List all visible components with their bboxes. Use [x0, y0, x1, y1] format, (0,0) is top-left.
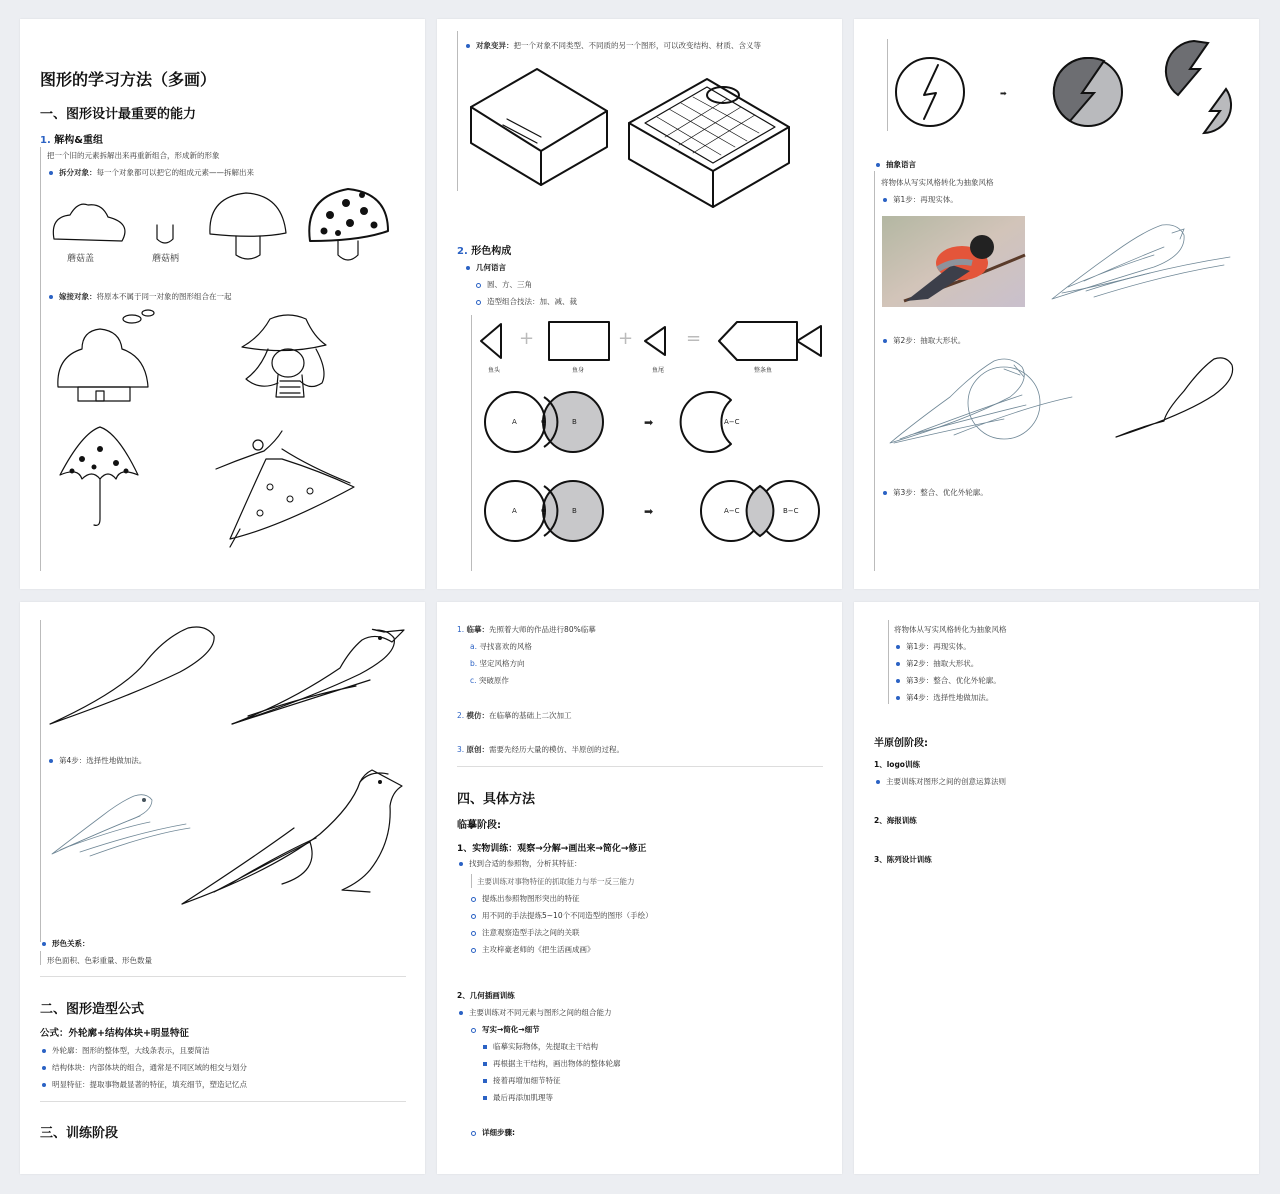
venn-label-c: C [541, 418, 546, 426]
arrow-right-icon: ➡ [644, 505, 654, 518]
stage-heading: 半原创阶段: [874, 738, 928, 749]
venn-label-b: B [572, 507, 577, 515]
method-1-bullet [459, 858, 582, 869]
bullet-text: 第4步：选择性地做加法。 [59, 756, 147, 765]
step-2 [896, 658, 978, 669]
bullet-text: 用不同的手法提炼5~10个不同造型的图形（手绘） [482, 911, 653, 920]
fish-label: 整条鱼 [754, 367, 773, 374]
page-title: 图形的学习方法（多画） [40, 70, 217, 89]
item-text: 需要先经历大量的模仿、半原创的过程。 [489, 745, 625, 754]
bullet-text: 结构体块：内部体块的组合，通常是不同区域的相交与划分 [52, 1063, 247, 1072]
bullet-icon [471, 948, 476, 953]
step-3 [896, 675, 1001, 686]
fish-label: 鱼尾 [652, 367, 665, 374]
bullet-icon [471, 897, 476, 902]
method-1-heading: 1、实物训练：观察→分解→画出来→简化→修正 [457, 844, 647, 854]
formula-item-3 [42, 1079, 247, 1090]
sub-item-b [470, 658, 525, 669]
method-1-point-4 [471, 944, 595, 955]
plus-sign: + [618, 328, 634, 349]
quote-bar [40, 951, 41, 965]
method-2-step-1 [483, 1041, 598, 1052]
bullet-text: 第3步：整合、优化外轮廓。 [906, 676, 1001, 685]
list-letter: c. [470, 676, 477, 685]
quote-bar [471, 874, 472, 888]
venn-label-a: A [512, 418, 517, 426]
bullet-icon [42, 942, 46, 946]
method-2-step-3 [483, 1075, 561, 1086]
bullet-text: 把一个对象不同类型、不同质的另一个图形，可以改变结构、材质、含义等 [513, 41, 761, 50]
method-1-point-1 [471, 893, 580, 904]
stage-item-3 [457, 744, 624, 755]
caption-cap: 蘑菇盖 [67, 254, 95, 264]
method-2-detail [471, 1127, 515, 1138]
bullet-icon [471, 1028, 476, 1033]
item-label: 模仿： [466, 711, 490, 720]
bullet-text: 几何语言 [476, 263, 506, 272]
bullet-text: 第2步：抽取大形状。 [906, 659, 979, 668]
divider [457, 766, 823, 767]
fish-label: 鱼身 [572, 367, 585, 374]
bullet-icon [471, 1131, 476, 1136]
bullet-icon [459, 1011, 463, 1015]
display-training: 3、陈列设计训练 [874, 855, 932, 864]
section-heading-1: 一、图形设计最重要的能力 [40, 107, 197, 122]
arrow-right-icon: ➡ [1000, 89, 1007, 98]
caption-stem: 蘑菇柄 [152, 254, 180, 264]
bullet-text: 第1步：再现实体。 [893, 195, 958, 204]
method-2-sub [471, 1024, 540, 1035]
subsection-title: 解构&重组 [54, 135, 103, 146]
subsection-title: 形色构成 [471, 246, 512, 257]
formula-item-2 [42, 1062, 247, 1073]
bullet-label: 嫁接对象： [59, 292, 97, 301]
bullet-text: 主要训练对不同元素与图形之间的组合能力 [469, 1008, 612, 1017]
venn-label-c: C [541, 507, 546, 515]
bullet-icon [883, 491, 887, 495]
divider [40, 976, 406, 977]
page-6 [854, 602, 1259, 1174]
page-1 [20, 19, 425, 589]
bullet-icon [876, 780, 880, 784]
venn-label-amc: A−C [724, 418, 740, 426]
divider [40, 1101, 406, 1102]
step-3 [883, 487, 988, 498]
bullet-text: 明显特征：提取事物最显著的特征，填充细节，塑造记忆点 [52, 1080, 247, 1089]
bullet-icon [483, 1096, 487, 1100]
bullet-text: 第1步：再现实体。 [906, 642, 971, 651]
item-text: 坚定风格方向 [479, 659, 525, 668]
bullet-icon [896, 645, 900, 649]
section-heading-2: 二、图形造型公式 [40, 1002, 145, 1017]
bullet-text: 主攻梓豪老师的《把生活画成画》 [482, 945, 595, 954]
bullet-text: 提炼出参照物图形突出的特征 [482, 894, 580, 903]
stage-item-1 [457, 624, 596, 635]
page-4 [20, 602, 425, 1174]
item-text: 在临摹的基础上二次加工 [489, 711, 572, 720]
bullet-text: 第2步：抽取大形状。 [893, 336, 966, 345]
stage-heading: 临摹阶段: [457, 820, 501, 831]
venn-label-a: A [512, 507, 517, 515]
bullet-icon [896, 662, 900, 666]
bullet-text: 每一个对象都可以把它的组成元素——拆解出来 [96, 168, 254, 177]
bullet-label: 对象变异： [476, 41, 514, 50]
section-heading-3: 三、训练阶段 [40, 1126, 119, 1141]
bullet-icon [459, 862, 463, 866]
bullet-text: 注意观察造型手法之间的关联 [482, 928, 580, 937]
method-2-step-2 [483, 1058, 621, 1069]
bullet-text: 写实→简化→细节 [482, 1025, 540, 1034]
formula-item-1 [42, 1045, 210, 1056]
page-5 [437, 602, 842, 1174]
bullet-text: 再根据主干结构，画出物体的整体轮廓 [493, 1059, 621, 1068]
bird-large-shape [854, 19, 1259, 589]
desc-text: 把一个旧的元素拆解出来再重新组合，形成新的形象 [47, 151, 220, 160]
bullet-icon [471, 914, 476, 919]
section-heading-4: 四、具体方法 [457, 792, 536, 807]
list-number: 2. [457, 711, 465, 720]
list-letter: b. [470, 659, 478, 668]
item-label: 原创： [466, 745, 490, 754]
bullet-icon [42, 1083, 46, 1087]
venn-label-bmc: B−C [783, 507, 799, 515]
bullet-text: 抽象语言 [886, 160, 916, 169]
bullet-icon [483, 1079, 487, 1083]
bullet-text: 第4步：选择性地做加法。 [906, 693, 994, 702]
sub-item-c [470, 675, 509, 686]
bullet-label: 拆分对象： [59, 168, 97, 177]
logo-training-bullet [876, 776, 1006, 787]
desc-text: 将物体从写实风格转化为抽象风格 [894, 625, 1007, 634]
venn-label-b: B [572, 418, 577, 426]
list-number: 2. [457, 246, 468, 257]
method-2-bullet [459, 1007, 612, 1018]
equals-sign: = [686, 328, 702, 349]
bullet-text: 详细步骤: [482, 1128, 515, 1137]
method-1-point-3 [471, 927, 580, 938]
quote-text: 主要训练对事物特征的抓取能力与举一反三能力 [477, 877, 635, 886]
item-text: 先照着大师的作品进行80%临摹 [489, 625, 596, 634]
graft-illustrations [20, 19, 425, 589]
bullet-text: 第3步：整合、优化外轮廓。 [893, 488, 988, 497]
sub-item-a [470, 641, 532, 652]
plus-sign: + [519, 328, 535, 349]
formula-heading: 公式：外轮廓+结构体块+明显特征 [40, 1028, 189, 1039]
bullet-text: 主要训练对图形之间的创意运算法则 [886, 777, 1006, 786]
bullet-text: 临摹实际物体，先提取主干结构 [493, 1042, 598, 1051]
list-number: 1. [40, 135, 51, 146]
desc-text: 形色面积、色彩重量、形色数量 [47, 956, 152, 965]
list-number: 1. [457, 625, 465, 634]
venn-label-amc: A−C [724, 507, 740, 515]
item-text: 突破原作 [478, 676, 509, 685]
bullet-color-relation [42, 938, 90, 949]
bullet-icon [896, 696, 900, 700]
step-1 [896, 641, 971, 652]
arrow-right-icon: ➡ [644, 416, 654, 429]
page-2 [437, 19, 842, 589]
bullet-icon [483, 1045, 487, 1049]
page-3 [854, 19, 1259, 589]
bullet-icon [483, 1062, 487, 1066]
poster-training: 2、海报训练 [874, 816, 917, 825]
bullet-text: 接着再增加细节特征 [493, 1076, 561, 1085]
bullet-icon [896, 679, 900, 683]
quote-bar [888, 620, 889, 704]
bullet-icon [471, 931, 476, 936]
method-1-point-2 [471, 910, 653, 921]
logo-training: 1、logo训练 [874, 760, 920, 769]
method-2-heading: 2、几何插画训练 [457, 991, 515, 1000]
method-2-step-4 [483, 1092, 553, 1103]
bullet-text: 将原本不属于同一对象的图形组合在一起 [96, 292, 232, 301]
bullet-text: 找到合适的参照物，分析其特征： [469, 859, 582, 868]
bullet-text: 圆、方、三角 [487, 280, 532, 289]
bullet-icon [42, 1066, 46, 1070]
bullet-text: 外轮廓：图形的整体型，大线条表示，且要简洁 [52, 1046, 210, 1055]
step-4 [896, 692, 993, 703]
list-letter: a. [470, 642, 477, 651]
venn-diagrams [437, 19, 842, 589]
stage-item-2 [457, 710, 572, 721]
bullet-icon [42, 1049, 46, 1053]
list-number: 3. [457, 745, 465, 754]
desc-text: 将物体从写实风格转化为抽象风格 [881, 178, 994, 187]
bullet-text: 形色关系： [52, 939, 90, 948]
item-label: 临摹： [466, 625, 490, 634]
bullet-text: 造型组合技法：加、减、裁 [487, 297, 577, 306]
bullet-text: 最后再添加肌理等 [493, 1093, 553, 1102]
item-text: 寻找喜欢的风格 [479, 642, 532, 651]
fish-label: 鱼头 [488, 367, 501, 374]
